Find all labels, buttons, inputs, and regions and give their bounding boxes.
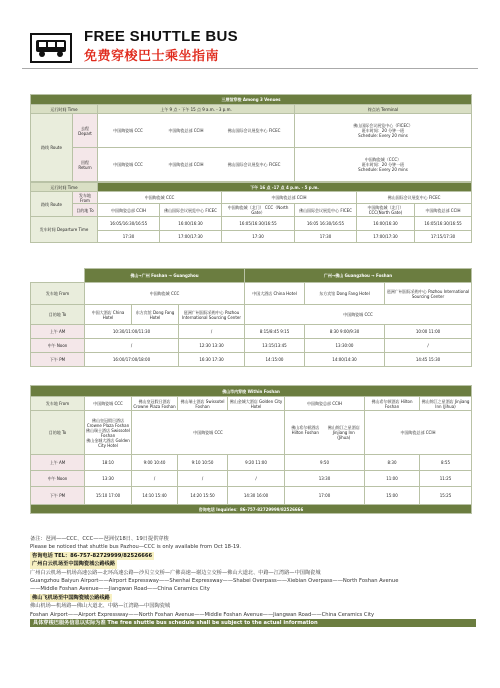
time-cell: 16:00/16:30 [160,217,222,231]
time-cell: 16:05/16:30/16:55 [98,217,160,231]
pm3-cell: 14:10 15:40 [132,487,178,505]
late-shuttle-table [30,182,472,243]
from-ccc-2: 中国陶瓷城 CCC [85,283,245,305]
to-jinjiang: 佛山锦江之星酒店 Jinjiang Inn (Jihua) [327,425,360,440]
to-hilton: 佛山希尔顿酒店 Hilton Foshan [291,425,320,435]
noon3-cell: / [178,471,228,487]
terminal-label: 终点站 Terminal [295,105,472,114]
to-cell: 佛山国际会议展览中心 FICEC [160,204,222,217]
from-label-2: 发车地 From [31,283,85,305]
time-cell: 17:00/17:30 [357,231,415,243]
to-cell: 佛山国际会议展览中心 FICEC [295,204,357,217]
am-cell: 8:30 9:00/9:30 [305,325,385,339]
noon3-cell: 11:25 [420,471,472,487]
noon-label: 中午 Noon [31,339,85,353]
among-venues-section [30,94,471,243]
time-cell: 17:00/17:30 [160,231,222,243]
gz-route-en-1: Guangzhou Baiyun Airport——Airport Expressway——Shenhai Expressway——Shabei Overpass——Xiebian Overpass——North Foshan Avenue [30,578,399,585]
time-cell: 17:30 [295,231,357,243]
col-time-label-2: 运行时间 Time [31,183,98,192]
band-within-foshan: 佛山市内穿梭 Within Foshan [31,386,472,397]
fs-to-gz-header: 佛山→广州 Foshan → Guangzhou [85,269,245,283]
gz-route-en-2: ——Middle Foshan Avenue——Jiangwan Road——China Ceramics City [30,586,210,593]
time-cell: 16:05/16:30/16:55 [222,217,295,231]
within-foshan-section [30,385,471,514]
depart-label: 去程 Depart [73,114,98,148]
to-hilton-jinjiang [285,411,365,455]
to-gz-cell: 中国大酒店 China Hotel [85,305,132,325]
from-label: 发车地 From [73,192,98,204]
from-cell: 佛山瑞士酒店 Swissotel Foshan [178,397,228,411]
pm-cell: 16:00/17:00/18:00 [85,353,179,367]
col-time-label: 运行时间 Time [31,105,98,114]
am3-cell: 8:30 [365,455,420,471]
depart-route [98,114,295,148]
venue-ccc: 中国陶瓷城 CCC [113,128,143,133]
noon3-cell: / [132,471,178,487]
to-gz-cell: 琶洲广州国际采购中心 Pazhou International Sourcing Center [179,305,245,325]
pm-cell: 16:30 17:30 [179,353,245,367]
gz-route-title: 广州白云机场至中国陶瓷城公路线路 [32,561,116,568]
noon3-cell: 11:00 [365,471,420,487]
to-hotels: 佛山皇冠假日酒店 Crowne Plaza Foshan 佛山瑞士酒店 Swissotel Foshan 佛山金城大酒店 Golden City Hotel [85,411,132,455]
venue-ccih-return: 中国陶瓷总部 CCIH [168,162,204,167]
venue-ficec-return: 佛山国际会议展览中心 FICEC [227,162,281,167]
bus-icon [30,33,72,63]
to-gz-cell: 东方宾馆 Dong Fang Hotel [132,305,179,325]
departure-time-label: 发车时间 Departure Time [31,217,98,243]
guangzhou-shuttle-section [30,268,471,367]
pm-label: 下午 PM [31,353,85,367]
pm-label-3: 下午 PM [31,487,85,505]
pm3-cell: 15:00 [365,487,420,505]
note-cn: 备注：琶洲——CCC、CCC——琶洲仅18日、19日提供穿梭 [30,536,169,542]
pm3-cell: 14:30 16:00 [228,487,285,505]
to-cell: 中国陶瓷总部 CCIH [415,204,472,217]
am-cell: 10:30/11:00/11:30 [85,325,179,339]
from-cell: 中国陶瓷总部 CCIH [285,397,365,411]
band-late-time: 下午 16 点 -17 点 4 p.m. - 5 p.m. [98,183,472,192]
time-cell: 16:05/16:30/16:55 [415,217,472,231]
to-cell: 中国陶瓷城（北门） CCC(North Gate) [357,204,415,217]
venue-ccc-return: 中国陶瓷城 CCC [113,162,143,167]
page-title-cn: 免费穿梭巴士乘坐指南 [84,49,220,64]
noon-cell: 12:30 13:30 [179,339,245,353]
gz-route-cn: 广州白云机场—机场高速公路—北环高速公路—沙贝立交桥—广佛高速—谢边立交桥—佛山大道北、中路—江湾路—中国陶瓷城 [30,569,321,576]
noon-cell: 13:15/13:45 [245,339,305,353]
return-label: 回程 Return [73,148,98,182]
tel-line: 咨询电话 TEL：86-757-82729999/82526666 [32,552,153,559]
noon-cell: / [385,339,472,353]
pm-cell: 14:00/14:30 [305,353,385,367]
fs-route-title: 佛山飞机场至中国陶瓷城公路线路 [32,594,110,601]
time-cell: 16:05 16:30/16:55 [295,217,357,231]
am-label-3: 上午 AM [31,455,85,471]
am-cell: 8:15/8:45 9:15 [245,325,305,339]
to-ccih-3: 中国陶瓷总部 CCIH [365,411,472,455]
from-cell: 佛山锦江之星酒店 Jinjiang Inn (Jihua) [420,397,472,411]
am3-cell: 9:10 10:50 [178,455,228,471]
am-cell: 10:00 11:00 [385,325,472,339]
venue-ficec: 佛山国际会议展览中心 FICEC [227,128,281,133]
pm3-cell: 14:20 15:50 [178,487,228,505]
to-label: 目的地 To [73,204,98,217]
to-label-2: 目的地 To [31,305,85,325]
route-label-2: 路线 Route [31,192,73,217]
noon-label-3: 中午 Noon [31,471,85,487]
header-divider [22,68,478,69]
noon3-cell: 13:30 [285,471,365,487]
guangzhou-shuttle-table [30,268,472,367]
pm3-cell: 15:10 17:00 [85,487,132,505]
to-cell: 中国陶瓷城（北门） CCC（North Gate） [222,204,295,217]
pm-cell: 14:15:00 [245,353,305,367]
fs-route-cn: 佛山机场—机场路—佛山大道北、中路—江湾路—中国陶瓷城 [30,603,171,610]
from-label-3: 发车地 From [31,397,85,411]
notes-section [30,535,475,627]
time-cell: 17:30 [98,231,160,243]
am-label: 上午 AM [31,325,85,339]
noon-cell: 13:30:00 [305,339,385,353]
am3-cell: 9:20 11:00 [228,455,285,471]
time-cell: 16:00/16:30 [357,217,415,231]
from-cell: 佛山希尔顿酒店 Hilton Foshan [365,397,420,411]
within-foshan-table [30,385,472,514]
final-notice: 具体穿梭巴服务信息以实际为准 The free shuttle bus schedule shall be subject to the actual information [30,619,476,627]
return-route [98,148,295,182]
from-gz-cell: 中国大酒店 China Hotel [245,283,305,305]
from-ficec: 佛山国际会议展览中心 FICEC [357,192,472,204]
from-cell: 中国陶瓷城 CCC [85,397,132,411]
band1-time: 上午 9 点 - 下午 15 点 9 a.m. - 3 p.m. [98,105,295,114]
am3-cell: 9:50 [285,455,365,471]
among-venues-table [30,94,472,182]
noon3-cell: 13:30 [85,471,132,487]
terminal-return: 中国陶瓷城（CCC） 班车时间：20 分钟一班 Schedule: Every 20 mins [295,148,472,182]
time-cell: 17:15/17:30 [415,231,472,243]
to-label-3: 目的地 To [31,411,85,455]
time-cell: 17:30 [222,231,295,243]
pm3-cell: 17:00 [285,487,365,505]
from-cell: 佛山金城大酒店 Golden City Hotel [228,397,285,411]
fs-route-en: Foshan Airport——Airport Expressway——North Foshan Avenue——Middle Foshan Avenue——Jiangwan Road——China Ceramics City [30,611,375,618]
terminal-depart: 佛山国际会议展览中心（FICEC） 班车时间：20 分钟一班 Schedule: Every 20 mins [295,114,472,148]
noon-cell: / [85,339,179,353]
from-ccih: 中国陶瓷总部 CCIH [222,192,357,204]
noon3-cell: / [228,471,285,487]
from-ccc: 中国陶瓷城 CCC [98,192,222,204]
pm3-cell: 15:25 [420,487,472,505]
note-en: Please be noticed that shuttle bus Pazhou—CCC is only available from Oct 18-19. [30,544,242,551]
venue-ccih: 中国陶瓷总部 CCIH [168,128,204,133]
to-cell: 中国陶瓷总部 CCIH [98,204,160,217]
to-ccc-2: 中国陶瓷城 CCC [245,305,472,325]
am-cell: / [179,325,245,339]
from-gz-cell: 东方宾馆 Dong Fang Hotel [305,283,385,305]
am3-cell: 9:00 10:40 [132,455,178,471]
from-gz-cell: 琶洲广州国际采购中心 Pazhou International Sourcing Center [385,283,472,305]
page-title-en: FREE SHUTTLE BUS [84,28,238,45]
enquiry-bar: 咨询电话 Inquiries：86-757-82729999/82526666 [31,505,472,514]
gz-to-fs-header: 广州→佛山 Guangzhou → Foshan [245,269,472,283]
to-ccc-3: 中国陶瓷城 CCC [132,411,285,455]
pm-cell: 14:45 15:30 [385,353,472,367]
am3-cell: 18:10 [85,455,132,471]
route-label: 路线 Route [31,114,73,182]
band-among-venues: 三展馆穿梭 Among 3 Venues [31,95,472,105]
am3-cell: 8:55 [420,455,472,471]
from-cell: 佛山皇冠假日酒店 Crowne Plaza Foshan [133,398,176,409]
